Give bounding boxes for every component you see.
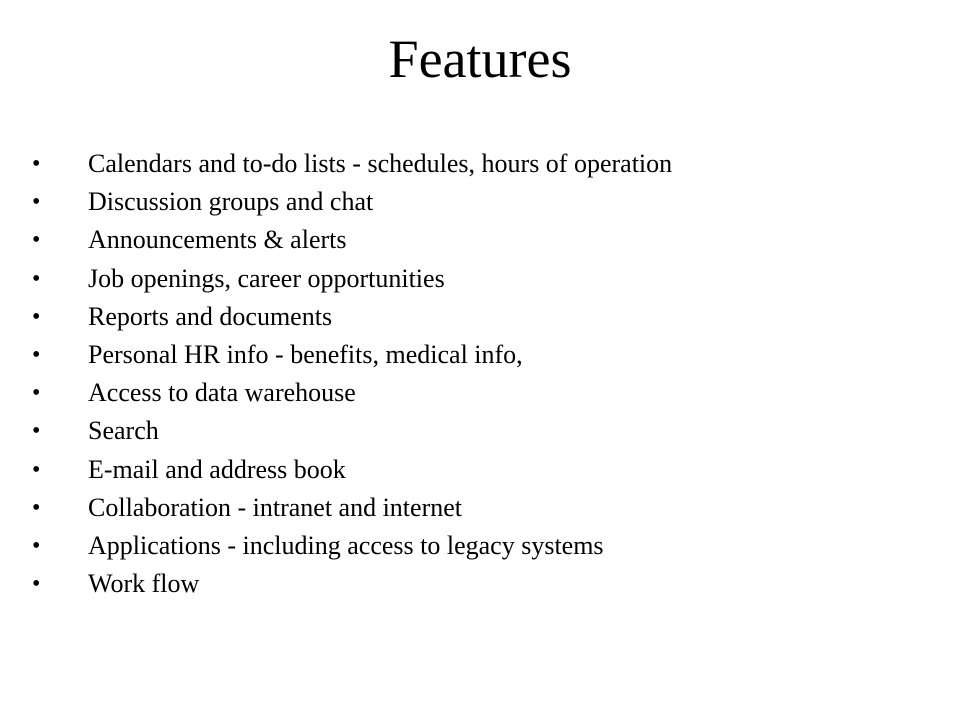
bullet-item (0, 527, 960, 565)
bullet-dot-icon: • (32, 571, 41, 598)
bullet-text: Work flow (88, 569, 200, 599)
bullet-text: E-mail and address book (88, 454, 346, 484)
bullet-text: Collaboration - intranet and internet (88, 492, 462, 522)
bullet-dot-icon: • (32, 532, 41, 559)
bullet-text: Reports and documents (88, 301, 333, 331)
bullet-item (0, 565, 960, 603)
bullet-text: Access to data warehouse (88, 378, 356, 408)
bullet-dot-icon: • (32, 341, 41, 368)
bullet-text: Job openings, career opportunities (88, 263, 445, 293)
bullet-dot-icon: • (32, 227, 41, 254)
bullet-item (0, 183, 960, 221)
slide-title: Features (388, 29, 572, 89)
bullet-dot-icon: • (32, 494, 41, 521)
bullet-dot-icon: • (32, 189, 41, 216)
bullet-text: Discussion groups and chat (88, 187, 374, 217)
bullet-dot-icon: • (32, 456, 41, 483)
bullet-dot-icon: • (32, 418, 41, 445)
bullet-item (0, 451, 960, 489)
bullet-list (0, 145, 960, 603)
bullet-item (0, 489, 960, 527)
bullet-item (0, 374, 960, 412)
bullet-item (0, 336, 960, 374)
bullet-item (0, 221, 960, 259)
bullet-text: Applications - including access to legacy systems (88, 530, 604, 560)
bullet-dot-icon: • (32, 265, 41, 292)
bullet-text: Personal HR info - benefits, medical info, (88, 339, 523, 369)
bullet-text: Calendars and to-do lists - schedules, hours of operation (88, 149, 673, 178)
bullet-item (0, 260, 960, 298)
bullet-dot-icon: • (32, 380, 41, 407)
bullet-text: Announcements & alerts (88, 225, 347, 255)
bullet-dot-icon: • (32, 303, 41, 330)
bullet-item (0, 298, 960, 336)
bullet-dot-icon: • (32, 151, 41, 177)
bullet-item (0, 412, 960, 450)
bullet-text: Search (88, 416, 159, 446)
bullet-item (0, 145, 960, 183)
